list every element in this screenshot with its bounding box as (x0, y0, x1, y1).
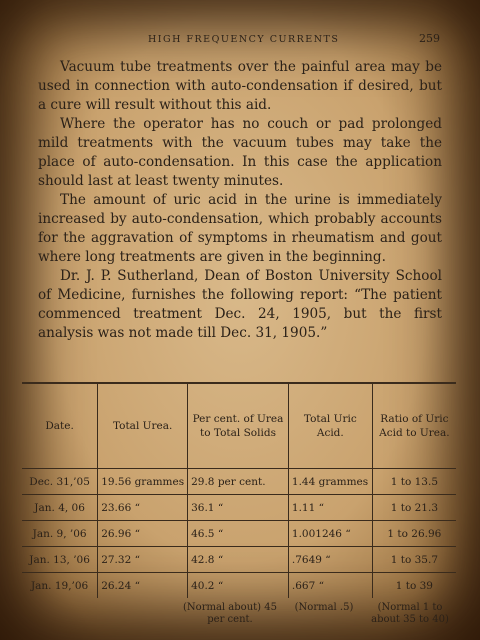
page-number: 259 (419, 32, 440, 45)
cell-date: Dec. 31,’05 (22, 469, 98, 495)
cell-date: Jan. 13, ’06 (22, 547, 98, 573)
footnote-normal-uric: (Normal .5) (294, 602, 354, 613)
cell-ratio: 1 to 35.7 (372, 547, 456, 573)
table-row (22, 573, 456, 599)
running-head (40, 30, 440, 46)
table-footnotes (22, 602, 456, 632)
cell-percent-urea: 36.1 “ (188, 495, 289, 521)
table-row (22, 469, 456, 495)
cell-total-urea: 27.32 “ (98, 547, 188, 573)
cell-total-uric-acid: 1.001246 “ (288, 521, 372, 547)
running-head-title: HIGH FREQUENCY CURRENTS (148, 34, 340, 45)
cell-percent-urea: 40.2 “ (188, 573, 289, 599)
paragraph: Dr. J. P. Sutherland, Dean of Boston University School of Medicine, furnishes the following report: “The patient commenced treatment Dec. 24, 1905, but the first analysis was not made till Dec. 31, 1905.” (38, 268, 442, 341)
header-total-uric-acid: Total Uric Acid. (288, 383, 372, 469)
urinalysis-table-wrap (22, 382, 456, 600)
cell-total-urea: 26.24 “ (98, 573, 188, 599)
cell-ratio: 1 to 13.5 (372, 469, 456, 495)
header-total-urea: Total Urea. (98, 383, 188, 469)
cell-total-uric-acid: 1.44 grammes (288, 469, 372, 495)
cell-total-urea: 19.56 grammes (98, 469, 188, 495)
cell-percent-urea: 42.8 “ (188, 547, 289, 573)
urinalysis-table (22, 382, 456, 598)
cell-percent-urea: 46.5 “ (188, 521, 289, 547)
cell-percent-urea: 29.8 per cent. (188, 469, 289, 495)
cell-ratio: 1 to 39 (372, 573, 456, 599)
paragraph: The amount of uric acid in the urine is immediately increased by auto-condensation, which probably accounts for the aggravation of symptoms in rheumatism and gout where long treatments are given in the beginning. (38, 192, 442, 265)
footnote-normal-ratio: (Normal 1 to about 35 to 40) (371, 602, 449, 625)
cell-total-urea: 23.66 “ (98, 495, 188, 521)
cell-date: Jan. 4, 06 (22, 495, 98, 521)
footnote-normal-percent: (Normal about) 45 per cent. (183, 602, 277, 625)
cell-total-urea: 26.96 “ (98, 521, 188, 547)
cell-total-uric-acid: 1.11 “ (288, 495, 372, 521)
paragraph: Vacuum tube treatments over the painful area may be used in connection with auto-condensation if desired, but a cure will result without this aid. (38, 59, 442, 113)
cell-date: Jan. 19,’06 (22, 573, 98, 599)
header-date: Date. (22, 383, 98, 469)
table-row (22, 521, 456, 547)
header-percent-urea: Per cent. of Urea to Total Solids (188, 383, 289, 469)
table-row (22, 547, 456, 573)
cell-ratio: 1 to 26.96 (372, 521, 456, 547)
table-header-row (22, 383, 456, 469)
table-row (22, 495, 456, 521)
cell-date: Jan. 9, ’06 (22, 521, 98, 547)
header-ratio: Ratio of Uric Acid to Urea. (372, 383, 456, 469)
paragraph: Where the operator has no couch or pad prolonged mild treatments with the vacuum tubes may take the place of auto-condensation. In this case the application should last at least twenty minutes. (38, 116, 442, 189)
cell-total-uric-acid: .7649 “ (288, 547, 372, 573)
cell-total-uric-acid: .667 “ (288, 573, 372, 599)
cell-ratio: 1 to 21.3 (372, 495, 456, 521)
body-text (38, 58, 442, 343)
